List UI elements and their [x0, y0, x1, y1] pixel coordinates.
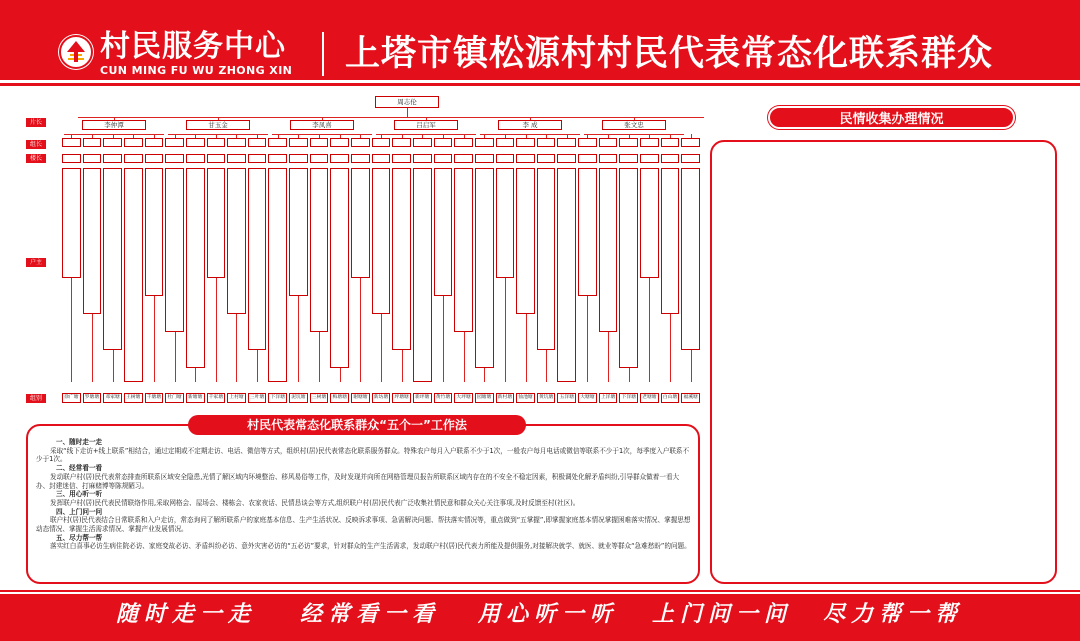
method-heading-3: 三、用心听一听	[56, 490, 103, 499]
org-building-leader-cell	[372, 154, 391, 163]
org-connector-groups	[64, 134, 164, 135]
org-group-leader-cell	[557, 138, 576, 147]
org-building-leader-cell	[186, 154, 205, 163]
org-group-name: 下洋塘	[268, 393, 287, 403]
org-group-leader-cell	[268, 138, 287, 147]
org-row-label-1: 片长	[26, 118, 46, 127]
org-row-label-4: 户主	[26, 258, 46, 267]
feedback-panel	[710, 140, 1057, 584]
org-building-leader-cell	[124, 154, 143, 163]
org-group-leader-cell	[83, 138, 102, 147]
org-building-leader-cell	[496, 154, 515, 163]
org-group-leader-cell	[165, 138, 184, 147]
org-household-column	[619, 168, 638, 368]
org-connector-leaders	[78, 117, 704, 118]
org-connector-bottom	[484, 368, 485, 382]
org-connector-bottom	[608, 332, 609, 382]
org-group-name: 新坪塘	[413, 393, 432, 403]
org-connector-groups	[376, 134, 476, 135]
org-building-leader-cell	[227, 154, 246, 163]
org-household-column	[62, 168, 81, 278]
org-household-column	[268, 168, 287, 382]
org-household-column	[578, 168, 597, 296]
org-group-name: 徐广塘	[62, 393, 81, 403]
org-connector-bottom	[464, 332, 465, 382]
org-group-leader-cell	[578, 138, 597, 147]
page-title: 上塔市镇松源村村民代表常态化联系群众	[345, 34, 994, 74]
org-group-name: 新塘塘	[186, 393, 205, 403]
org-group-leader-cell	[516, 138, 535, 147]
org-building-leader-cell	[413, 154, 432, 163]
org-group-name: 杜门塘	[165, 393, 184, 403]
org-household-column	[496, 168, 515, 278]
org-household-column	[599, 168, 618, 332]
org-group-leader-cell	[248, 138, 267, 147]
logo-text-en: CUN MING FU WU ZHONG XIN	[100, 64, 293, 77]
org-group-name: 老塘塘	[640, 393, 659, 403]
org-building-leader-cell	[681, 154, 700, 163]
org-building-leader-cell	[475, 154, 494, 163]
org-group-name: 下洋塘	[619, 393, 638, 403]
org-connector-bottom	[340, 368, 341, 382]
org-household-column	[392, 168, 411, 350]
org-connector-bottom	[298, 296, 299, 382]
org-group-leader-cell	[640, 138, 659, 147]
org-connector-bottom	[257, 350, 258, 382]
org-building-leader-cell	[537, 154, 556, 163]
org-household-column	[640, 168, 659, 278]
org-group-name: 泥坑塘	[289, 393, 308, 403]
org-building-leader-cell	[640, 154, 659, 163]
org-group-name: 大塘塘	[578, 393, 597, 403]
org-connector-bottom	[526, 314, 527, 382]
org-household-column	[372, 168, 391, 314]
header-divider	[0, 80, 1080, 83]
org-connector-groups	[584, 134, 684, 135]
org-connector-bottom	[360, 278, 361, 382]
org-household-column	[103, 168, 122, 350]
org-group-leader-cell	[145, 138, 164, 147]
method-text-4: 联户村(居)民代表结合日常联系和入户走访，常态询问了解所联系户的家庭基本信息、生产生活状况、反映诉求事项、急需解决问题、帮扶落实情况等，重点做到“五掌握”,即掌握家庭基本情况掌握困难落实情况、掌握思想动态情况、掌握生活需求情况、掌握产业发展情况。	[36, 516, 691, 534]
org-household-column	[351, 168, 370, 278]
org-household-column	[330, 168, 349, 368]
org-group-leader-cell	[372, 138, 391, 147]
org-group-name: 王树塘	[124, 393, 143, 403]
org-group-name: 黄竹塘	[434, 393, 453, 403]
org-group-leader-cell	[619, 138, 638, 147]
org-connector-bottom	[216, 278, 217, 382]
method-text-1: 采取“线下走访+线上联系”相结合，通过定期或不定期走访、电话、微信等方式，组织村(居)民代表常态化联系服务群众。特殊农户每月入户联系不少于1次，一般农户每月电话或微信等联系不少于1次，每季度入户联系不少于1次。	[36, 446, 690, 464]
org-group-name: 上洋塘	[599, 393, 618, 403]
org-building-leader-cell	[516, 154, 535, 163]
org-group-name: 坪塘塘	[392, 393, 411, 403]
org-group-leader-cell	[681, 138, 700, 147]
footer-divider	[0, 592, 1080, 594]
org-group-name: 三叶塘	[248, 393, 267, 403]
org-building-leader-cell	[330, 154, 349, 163]
org-group-leader-cell	[124, 138, 143, 147]
org-group-leader-cell	[62, 138, 81, 147]
org-building-leader-cell	[599, 154, 618, 163]
org-group-leader-cell	[227, 138, 246, 147]
org-connector-bottom	[670, 314, 671, 382]
org-group-leader-cell	[454, 138, 473, 147]
org-building-leader-cell	[557, 154, 576, 163]
org-top-leader: 周志伦	[375, 96, 439, 108]
org-group-leader-cell	[475, 138, 494, 147]
feedback-panel-title: 民情收集办理情况	[768, 106, 1015, 129]
org-group-name: 千塘塘	[145, 393, 164, 403]
method-heading-2: 二、经常看一看	[56, 464, 103, 473]
org-leader-4: 吕启军	[394, 120, 458, 130]
org-chart	[26, 96, 706, 410]
org-building-leader-cell	[661, 154, 680, 163]
org-group-leader-cell	[351, 138, 370, 147]
org-connector-bottom	[587, 296, 588, 382]
org-building-leader-cell	[289, 154, 308, 163]
org-connector-bottom	[71, 278, 72, 382]
org-household-column	[454, 168, 473, 332]
logo-icon	[58, 34, 94, 70]
org-household-column	[165, 168, 184, 332]
org-connector-top	[407, 108, 408, 117]
methods-content	[36, 438, 692, 582]
org-group-leader-cell	[103, 138, 122, 147]
org-connector-bottom	[154, 296, 155, 382]
org-building-leader-cell	[351, 154, 370, 163]
org-household-column	[83, 168, 102, 314]
slogan-5: 尽力帮一帮	[823, 601, 964, 627]
org-group-leader-cell	[599, 138, 618, 147]
org-building-leader-cell	[62, 154, 81, 163]
org-building-leader-cell	[83, 154, 102, 163]
org-leader-2: 甘玉金	[186, 120, 250, 130]
method-text-5: 落实红白喜事必访生病住院必访、家庭变故必访、矛盾纠纷必访、意外灾害必访的“五必访”要求，针对群众的生产生活需求，发动联户村(居)民代表力所能及提供服务,对接解决就学、就医、就业等群众“急难愁盼”的问题。	[50, 542, 691, 551]
slogan-4: 上门问一问	[652, 601, 793, 627]
org-group-name: 大坪塘	[454, 393, 473, 403]
org-household-column	[413, 168, 432, 382]
org-group-leader-cell	[537, 138, 556, 147]
org-connector-groups	[168, 134, 268, 135]
org-group-leader-cell	[207, 138, 226, 147]
org-household-column	[537, 168, 556, 350]
org-connector-bottom	[629, 368, 630, 382]
org-leader-6: 张文忠	[602, 120, 666, 130]
org-group-leader-cell	[330, 138, 349, 147]
org-connector-bottom	[505, 278, 506, 382]
org-building-leader-cell	[103, 154, 122, 163]
header-vertical-divider	[322, 32, 324, 76]
org-row-label-3: 楼长	[26, 154, 46, 163]
org-group-leader-cell	[434, 138, 453, 147]
org-connector-groups	[480, 134, 580, 135]
org-row-label-2: 组长	[26, 140, 46, 149]
org-group-name: 梅塘塘	[330, 393, 349, 403]
org-connector-bottom	[195, 368, 196, 382]
org-household-column	[475, 168, 494, 368]
org-connector-bottom	[381, 314, 382, 382]
org-connector-bottom	[236, 314, 237, 382]
org-group-name: 谢塘塘	[351, 393, 370, 403]
org-building-leader-cell	[248, 154, 267, 163]
method-heading-4: 四、上门问一问	[56, 507, 103, 516]
org-household-column	[516, 168, 535, 314]
org-building-leader-cell	[454, 154, 473, 163]
org-connector-bottom	[319, 332, 320, 382]
slogan-1: 随时走一走	[116, 601, 257, 627]
org-group-leader-cell	[496, 138, 515, 147]
org-group-name: 上村塘	[227, 393, 246, 403]
org-group-leader-cell	[289, 138, 308, 147]
org-leader-3: 李凤喜	[290, 120, 354, 130]
method-text-2: 发动联户村(居)民代表常态排查所联系区域安全隐患,光情了解区域内环境整治、移风易俗等工作，及时发现并向所在网格管理员报告所联系区域内存在的不安全不稳定因素，积极调处化解矛盾纠纷,引导群众做着一看大办、封建迷信、打麻赌博等陈规陋习。	[36, 472, 680, 490]
org-building-leader-cell	[392, 154, 411, 163]
org-building-leader-cell	[207, 154, 226, 163]
org-household-column	[289, 168, 308, 296]
org-group-name: 新村塘	[496, 393, 515, 403]
org-group-name: 新坊塘	[372, 393, 391, 403]
slogan-3: 用心听一听	[478, 601, 619, 627]
org-group-name: 千家塘	[207, 393, 226, 403]
org-connector-bottom	[402, 350, 403, 382]
org-connector-bottom	[113, 350, 114, 382]
org-connector-groups	[272, 134, 372, 135]
org-household-column	[227, 168, 246, 314]
org-group-name: 五洋塘	[557, 393, 576, 403]
org-group-name: 仙池塘	[516, 393, 535, 403]
org-building-leader-cell	[619, 154, 638, 163]
method-heading-5: 五、尽力帮一帮	[56, 533, 103, 542]
org-connector-bottom	[92, 314, 93, 382]
org-household-column	[681, 168, 700, 350]
org-connector-bottom	[175, 332, 176, 382]
org-building-leader-cell	[145, 154, 164, 163]
org-group-leader-cell	[310, 138, 329, 147]
org-household-column	[124, 168, 143, 382]
org-group-name: 三树塘	[310, 393, 329, 403]
org-building-leader-cell	[310, 154, 329, 163]
org-household-column	[661, 168, 680, 314]
org-group-leader-cell	[661, 138, 680, 147]
slogan-2: 经常看一看	[300, 601, 441, 627]
org-building-leader-cell	[268, 154, 287, 163]
org-group-name: 福溪塘	[681, 393, 700, 403]
methods-panel-title: 村民代表常态化联系群众“五个一”工作法	[188, 415, 526, 435]
org-connector-bottom	[649, 278, 650, 382]
org-row-label-5: 组别	[26, 394, 46, 403]
org-leader-1: 李仲潭	[82, 120, 146, 130]
org-group-name: 黄坑塘	[537, 393, 556, 403]
org-household-column	[434, 168, 453, 296]
org-group-name: 罗塘塘	[83, 393, 102, 403]
org-household-column	[248, 168, 267, 350]
org-group-leader-cell	[186, 138, 205, 147]
org-connector-bottom	[443, 296, 444, 382]
org-group-name: 园塘塘	[475, 393, 494, 403]
org-household-column	[145, 168, 164, 296]
org-connector-bottom	[546, 350, 547, 382]
org-group-leader-cell	[392, 138, 411, 147]
org-household-column	[186, 168, 205, 368]
org-building-leader-cell	[434, 154, 453, 163]
org-leader-5: 李 成	[498, 120, 562, 130]
org-group-name: 邓家塘	[103, 393, 122, 403]
org-group-name: 白山塘	[661, 393, 680, 403]
logo-text-cn: 村民服务中心	[100, 29, 286, 64]
method-text-3: 发挥联户村(居)民代表民情联络作用,采取网格会、屋场会、楼栋会、农家夜话、民情恳谈会等方式,组织联户村(居)民代表广泛收集社情民意和群众关心关注事项,及时反馈至村(社区)。	[50, 498, 580, 507]
org-household-column	[557, 168, 576, 382]
org-building-leader-cell	[578, 154, 597, 163]
org-household-column	[310, 168, 329, 332]
org-household-column	[207, 168, 226, 278]
org-group-leader-cell	[413, 138, 432, 147]
org-building-leader-cell	[165, 154, 184, 163]
method-heading-1: 一、随时走一走	[56, 438, 103, 446]
org-connector-bottom	[691, 350, 692, 382]
